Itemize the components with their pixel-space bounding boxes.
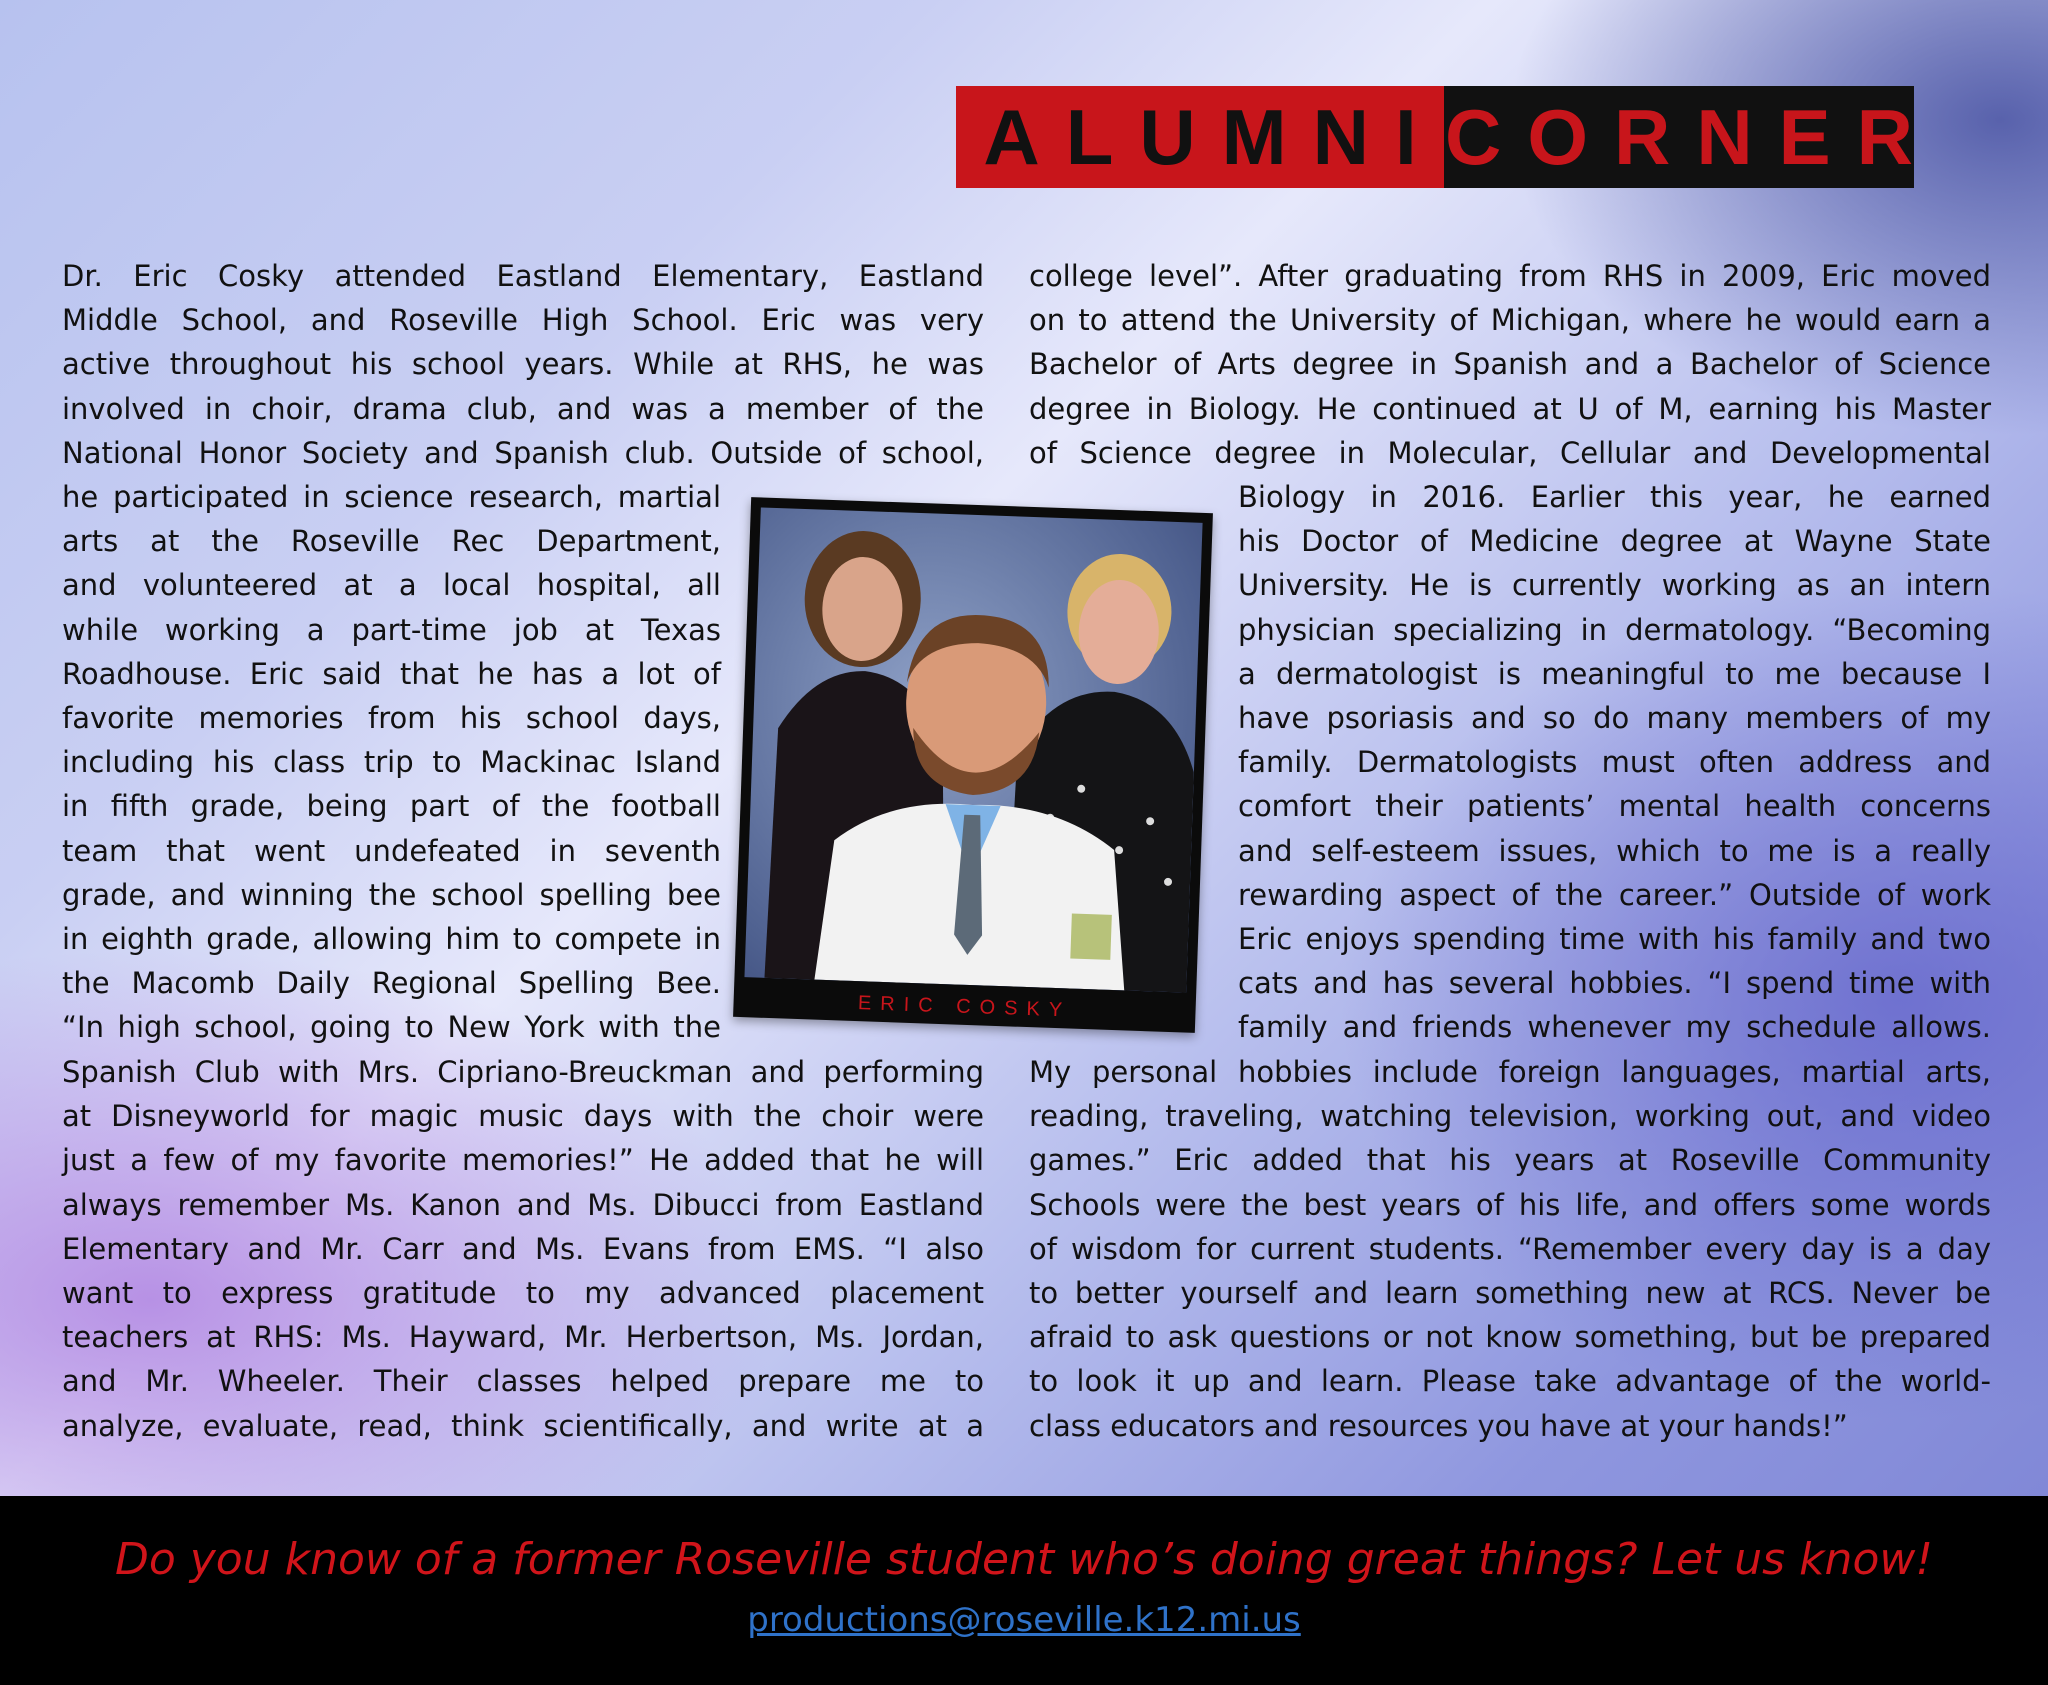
text-line: in eighth grade, allowing him to compete in bbox=[62, 922, 721, 957]
text-line: family. Dermatologists must often address and bbox=[1238, 745, 1991, 780]
text-line: University. He is currently working as an intern bbox=[1238, 568, 1991, 603]
article-col1-wrap bbox=[62, 475, 721, 1050]
text-line: just a few of my favorite memories!” He added that he will bbox=[62, 1143, 984, 1178]
text-line: and Mr. Wheeler. Their classes helped prepare me to bbox=[62, 1364, 984, 1399]
text-line: the Macomb Daily Regional Spelling Bee. bbox=[62, 966, 721, 1001]
footer-email-link[interactable]: productions@roseville.k12.mi.us bbox=[747, 1600, 1301, 1640]
text-line: grade, and winning the school spelling bee bbox=[62, 877, 721, 912]
text-line: Roadhouse. Eric said that he has a lot of bbox=[62, 656, 721, 691]
text-line: teachers at RHS: Ms. Hayward, Mr. Herbertson, Ms. Jordan, bbox=[62, 1320, 984, 1355]
portrait-illustration bbox=[744, 507, 1202, 992]
article-col2-wrap bbox=[1238, 475, 1991, 1050]
footer-email-wrapper bbox=[0, 1600, 2048, 1640]
text-line: arts at the Roseville Rec Department, bbox=[62, 524, 721, 559]
text-line: and self-esteem issues, which to me is a really bbox=[1238, 833, 1991, 868]
text-line: while working a part-time job at Texas bbox=[62, 612, 721, 647]
text-line: want to express gratitude to my advanced placement bbox=[62, 1276, 984, 1311]
text-line: of Science degree in Molecular, Cellular and Developmental bbox=[1029, 435, 1991, 470]
text-line: National Honor Society and Spanish club. Outside of school, bbox=[62, 435, 984, 470]
text-line: team that went undefeated in seventh bbox=[62, 833, 721, 868]
text-line: he participated in science research, martial bbox=[62, 480, 721, 514]
text-line: on to attend the University of Michigan, where he would earn a bbox=[1029, 303, 1991, 338]
banner-word-alumni: ALUMNI bbox=[956, 86, 1444, 188]
text-line: a dermatologist is meaningful to me because I bbox=[1238, 656, 1991, 691]
footer-bar bbox=[0, 1496, 2048, 1685]
text-line: Spanish Club with Mrs. Cipriano-Breuckman and performing bbox=[62, 1055, 984, 1089]
article-col1-bottom bbox=[62, 1050, 984, 1448]
text-line: rewarding aspect of the career.” Outside of work bbox=[1238, 877, 1991, 912]
text-line: of wisdom for current students. “Remember every day is a day bbox=[1029, 1231, 1991, 1266]
text-line: college level”. After graduating from RHS in 2009, Eric moved bbox=[1029, 259, 1991, 293]
photo-caption: ERIC COSKY bbox=[857, 992, 1072, 1022]
footer-call-to-action: Do you know of a former Roseville student who’s doing great things? Let us know! bbox=[114, 1534, 1933, 1585]
text-line: active throughout his school years. While at RHS, he was bbox=[62, 347, 984, 382]
text-line: analyze, evaluate, read, think scientifically, and write at a bbox=[62, 1408, 984, 1443]
text-line: favorite memories from his school days, bbox=[62, 701, 721, 736]
text-line: including his class trip to Mackinac Island bbox=[62, 745, 721, 780]
text-line: physician specializing in dermatology. “Becoming bbox=[1238, 612, 1991, 647]
text-line: reading, traveling, watching television, working out, and video bbox=[1029, 1099, 1991, 1134]
text-line: Dr. Eric Cosky attended Eastland Elementary, Eastland bbox=[62, 259, 984, 293]
article-col2-bottom bbox=[1029, 1050, 1991, 1448]
text-line: degree in Biology. He continued at U of M, earning his Master bbox=[1029, 391, 1991, 426]
text-line: family and friends whenever my schedule allows. bbox=[1238, 1010, 1991, 1045]
text-line: Bachelor of Arts degree in Spanish and a Bachelor of Science bbox=[1029, 347, 1991, 382]
text-line: involved in choir, drama club, and was a member of the bbox=[62, 391, 984, 426]
portrait-photo bbox=[744, 507, 1202, 992]
text-line: always remember Ms. Kanon and Ms. Dibucci from Eastland bbox=[62, 1187, 984, 1222]
article-col1-top bbox=[62, 254, 984, 475]
text-line: have psoriasis and so do many members of my bbox=[1238, 701, 1991, 736]
text-line: to better yourself and learn something new at RCS. Never be bbox=[1029, 1276, 1991, 1311]
text-line: games.” Eric added that his years at Roseville Community bbox=[1029, 1143, 1991, 1178]
portrait-photo-frame bbox=[733, 497, 1213, 1033]
text-line: in fifth grade, being part of the football bbox=[62, 789, 721, 824]
banner-word-corner: CORNER bbox=[1444, 86, 1914, 188]
text-line: his Doctor of Medicine degree at Wayne State bbox=[1238, 524, 1991, 559]
text-line: “In high school, going to New York with the bbox=[62, 1010, 721, 1045]
text-line: Elementary and Mr. Carr and Ms. Evans from EMS. “I also bbox=[62, 1231, 984, 1266]
alumni-corner-banner bbox=[956, 86, 1940, 188]
text-line: to look it up and learn. Please take advantage of the world- bbox=[1029, 1364, 1991, 1399]
article-col2-top bbox=[1029, 254, 1991, 475]
text-line: Eric enjoys spending time with his family and two bbox=[1238, 922, 1991, 957]
text-line: and volunteered at a local hospital, all bbox=[62, 568, 721, 603]
text-line: comfort their patients’ mental health concerns bbox=[1238, 789, 1991, 824]
text-line: Middle School, and Roseville High School. Eric was very bbox=[62, 303, 984, 338]
text-line: at Disneyworld for magic music days with the choir were bbox=[62, 1099, 984, 1134]
text-line: class educators and resources you have at your hands!” bbox=[1029, 1408, 1848, 1443]
text-line: Biology in 2016. Earlier this year, he earned bbox=[1238, 480, 1991, 514]
text-line: afraid to ask questions or not know something, but be prepared bbox=[1029, 1320, 1991, 1355]
text-line: My personal hobbies include foreign languages, martial arts, bbox=[1029, 1055, 1991, 1089]
text-line: Schools were the best years of his life, and offers some words bbox=[1029, 1187, 1991, 1222]
text-line: cats and has several hobbies. “I spend time with bbox=[1238, 966, 1991, 1001]
